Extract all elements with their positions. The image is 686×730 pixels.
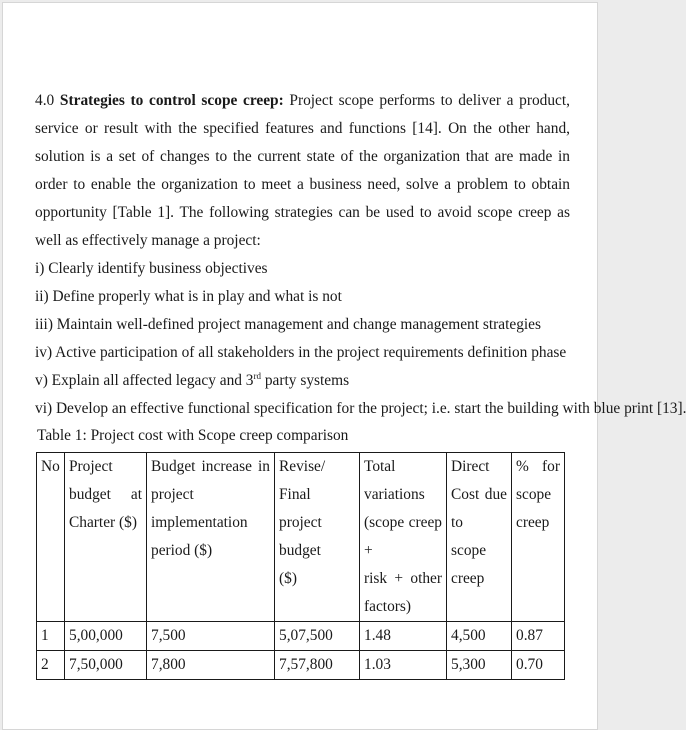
table-row [37,622,565,651]
header-percent-scope-creep [512,453,565,622]
header-line: budget at [69,486,142,503]
header-no [37,453,65,622]
header-line: creep [516,514,550,531]
strategy-item [35,367,570,395]
strategy-item: ii) Define properly what is in play and what is not [35,288,342,305]
header-revised-budget [275,453,360,622]
section-number: 4.0 [35,92,55,109]
header-line: risk + other [364,570,442,587]
header-line: factors) [364,598,411,615]
table-cell: 7,800 [147,651,275,680]
header-line: Revise/ Final [279,458,326,503]
header-line: scope [451,542,487,559]
header-line: Direct [451,458,490,475]
table-row [37,651,565,680]
table-cell: 1 [37,622,65,651]
intro-line: the specified features and functions [14]. On the other hand, solution is a set of changes to the current state [35,120,570,165]
header-line: period ($) [151,542,213,559]
header-budget-increase [147,453,275,622]
cost-comparison-table [36,452,565,680]
document-page [2,2,686,730]
strategy-item: iii) Maintain well-defined project management and change management strategies [35,316,541,333]
table-cell: 7,50,000 [65,651,147,680]
header-total-variations [360,453,447,622]
table-cell: 5,300 [447,651,512,680]
table-cell: 7,500 [147,622,275,651]
ordinal-superscript: rd [253,370,262,381]
section-body [35,87,686,423]
table-caption: Table 1: Project cost with Scope creep comparison [37,427,349,444]
header-line: No [41,458,60,475]
header-line: ($) [279,570,297,587]
header-project-budget [65,453,147,622]
intro-paragraph [35,87,570,255]
strategy-item: vi) Develop an effective functional specification for the project; i.e. start the building with blue print [13]. [35,400,686,417]
table-cell: 0.70 [512,651,565,680]
table-cell: 4,500 [447,622,512,651]
header-line: creep [451,570,485,587]
intro-line: as effectively manage a project: [65,232,261,249]
strategy-item: i) Clearly identify business objectives [35,260,268,277]
strategy-item: iv) Active participation of all stakeholders in the project requirements definition phase [35,344,567,361]
table-cell: 1.03 [360,651,447,680]
section-heading: Strategies to control scope creep: [59,92,284,109]
intro-line: Project scope performs to deliver a product, service or result with [35,92,570,137]
strategy-list [35,255,686,423]
header-line: scope [516,486,552,503]
table-cell: 2 [37,651,65,680]
header-line: Cost due to [451,486,507,531]
header-line: project budget [279,514,322,559]
intro-line: problem to obtain opportunity [Table 1]. The following strategies can be used to avoid scope creep as well [35,176,571,249]
header-line: Total [364,458,396,475]
header-direct-cost [447,453,512,622]
table-cell: 0.87 [512,622,565,651]
header-line: % for [516,458,560,475]
table-cell: 5,00,000 [65,622,147,651]
table-cell: 1.48 [360,622,447,651]
table-cell: 5,07,500 [275,622,360,651]
header-line: variations [364,486,425,503]
header-line: Project [69,458,113,475]
header-line: Charter ($) [69,514,137,531]
table-cell: 7,57,800 [275,651,360,680]
table-header-row [37,453,565,622]
header-line: Budget increase in [151,458,270,475]
header-line: project implementation [151,486,248,531]
strategy-text: party systems [261,372,350,389]
strategy-text: v) Explain all affected legacy and 3 [35,372,254,389]
intro-line: of the organization that are made in order to enable the organization to meet a business need, solve a [35,148,570,193]
header-line: (scope creep + [364,514,442,559]
